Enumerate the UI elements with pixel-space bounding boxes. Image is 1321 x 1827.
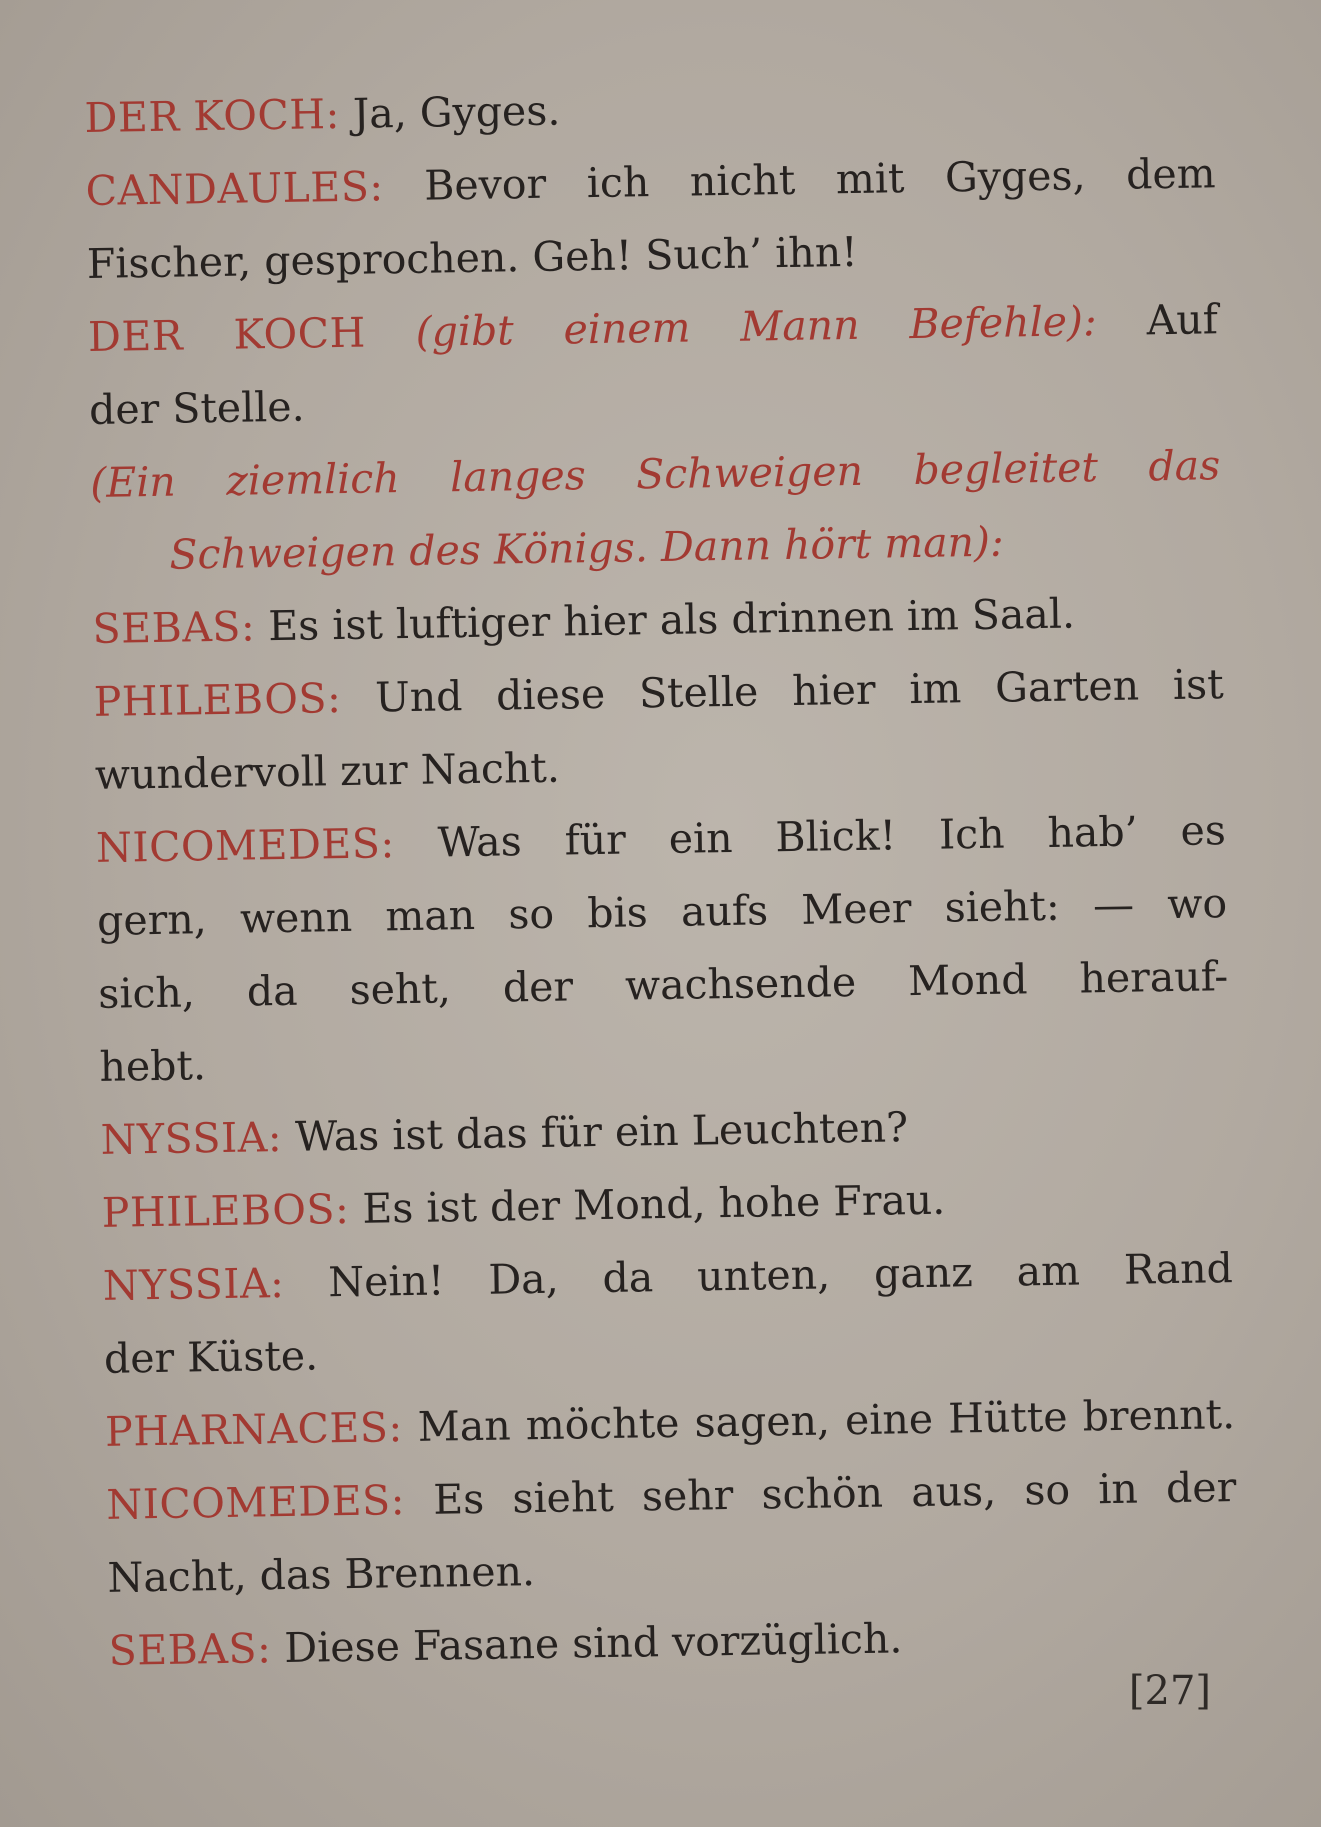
dialogue-line: gern, wenn man so bis aufs Meer sieht: — wo <box>96 879 1228 945</box>
spoken-text: Fischer, gesprochen. Geh! Such’ ihn! <box>86 227 858 288</box>
stage-direction-inline: (gibt einem Mann Befehle): <box>415 297 1098 356</box>
dialogue-line: sich, da seht, der wachsende Mond herauf- <box>97 952 1229 1018</box>
spoken-text: Was für ein Blick! Ich hab’ es <box>437 806 1227 867</box>
speaker-name: NYSSIA: <box>100 1113 283 1164</box>
spoken-text: Es ist der Mond, hohe Frau. <box>362 1175 946 1233</box>
dialogue-line: Nacht, das Brennen. <box>107 1547 536 1602</box>
spoken-text: Es ist luftiger hier als drinnen im Saal. <box>267 589 1076 651</box>
spoken-text: Auf <box>1146 295 1219 345</box>
spoken-text: Nein! Da, da unten, ganz am Rand <box>327 1244 1234 1307</box>
spoken-text: wundervoll zur Nacht. <box>94 743 561 799</box>
dialogue-text <box>84 64 1239 1688</box>
speaker-name: SEBAS: <box>108 1624 272 1675</box>
speaker-name: PHILEBOS: <box>93 674 342 726</box>
spoken-text: Bevor ich nicht mit Gyges, dem <box>423 149 1216 210</box>
speaker-name: PHARNACES: <box>104 1403 404 1456</box>
stage-direction: (Ein ziemlich langes Schweigen begleitet das <box>89 441 1221 507</box>
spoken-text: Was ist das für ein Leuchten? <box>294 1103 909 1161</box>
speaker-name: CANDAULES: <box>85 162 385 215</box>
speaker-name: NYSSIA: <box>102 1259 285 1310</box>
stage-direction: Schweigen des Königs. Dann hört man): <box>169 517 1005 579</box>
speaker-name: NICOMEDES: <box>95 819 396 872</box>
dialogue-line: hebt. <box>99 1041 207 1091</box>
dialogue-line: der Küste. <box>103 1331 319 1383</box>
spoken-text: Ja, Gyges. <box>352 86 561 138</box>
spoken-text: der Stelle. <box>88 382 306 434</box>
speaker-name: DER KOCH: <box>84 89 341 142</box>
spoken-text: Und diese Stelle hier im Garten ist <box>374 660 1224 722</box>
speaker-name: DER KOCH <box>87 308 367 361</box>
speaker-name: NICOMEDES: <box>105 1476 406 1529</box>
speaker-name: SEBAS: <box>92 602 256 653</box>
speaker-name: PHILEBOS: <box>101 1184 350 1237</box>
spoken-text: Diese Fasane sind vorzüglich. <box>283 1614 903 1673</box>
spoken-text: Es sieht sehr schön aus, so in der <box>432 1463 1237 1524</box>
page-number: [27] <box>1128 1668 1211 1714</box>
spoken-text: Man möchte sagen, eine Hütte brennt. <box>417 1390 1236 1451</box>
